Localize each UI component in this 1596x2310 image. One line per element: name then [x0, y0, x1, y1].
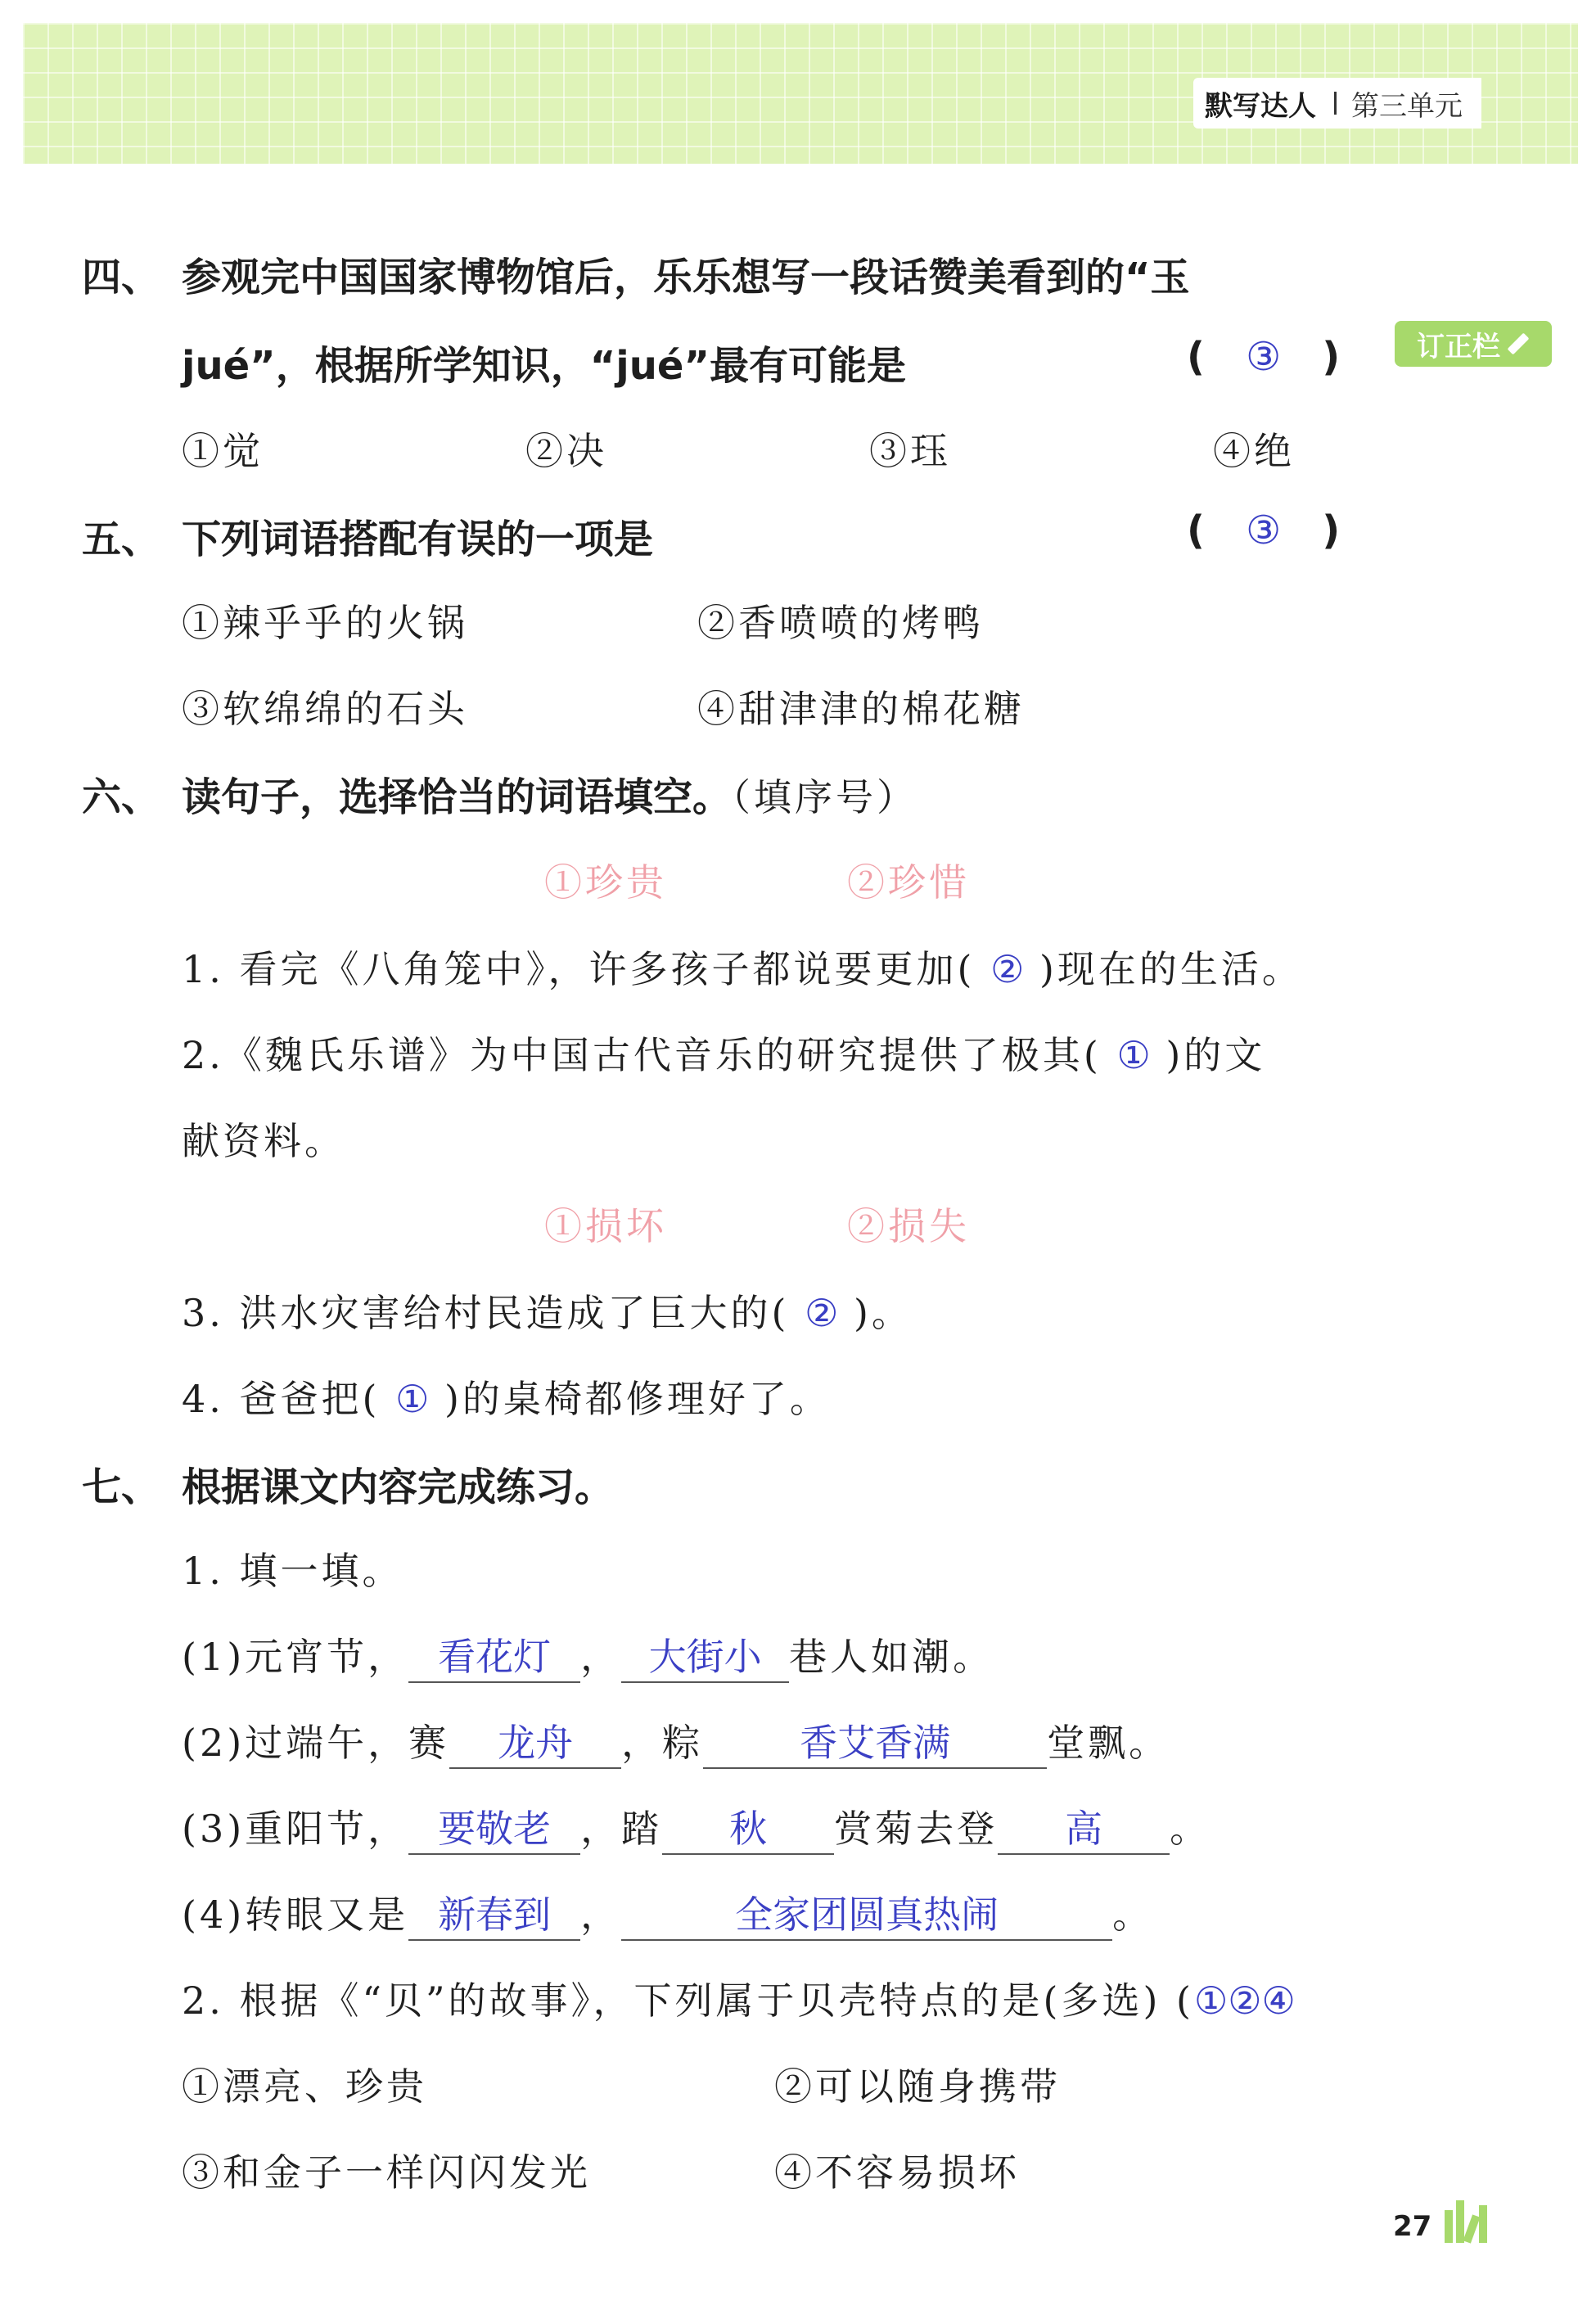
q4-option-4: ④绝: [1213, 429, 1295, 473]
header-unit: 第三单元: [1351, 89, 1463, 123]
pencil-icon: [1508, 333, 1530, 355]
q5-text: 下列词语搭配有误的一项是: [182, 517, 654, 562]
q7-f4-blank-1: 新春到: [408, 1885, 580, 1941]
q7-f4-blank-2: 全家团圆真热闹: [621, 1885, 1112, 1941]
q5-option-4: ④甜津津的棉花糖: [697, 687, 1025, 731]
q5-option-1: ①辣乎乎的火锅: [182, 601, 468, 645]
q4-line1: 参观完中国国家博物馆后，乐乐想写一段话赞美看到的“玉: [182, 255, 1190, 300]
q6-s4-answer: ①: [395, 1377, 430, 1421]
q7-option-2: ②可以随身携带: [774, 2064, 1061, 2109]
q7-option-4: ④不容易损坏: [774, 2150, 1020, 2195]
q6-s1-answer: ②: [990, 947, 1025, 991]
q6-s3-answer: ②: [805, 1291, 839, 1335]
q4-line2: jué”，根据所学知识，“jué”最有可能是: [182, 343, 907, 389]
q7-fill-4: (4)转眼又是 新春到 ， 全家团圆真热闹 。: [182, 1885, 1153, 1941]
header-title: 默写达人: [1205, 89, 1316, 123]
q7-f2-blank-2: 香艾香满: [703, 1713, 1047, 1769]
page-number: 27: [1393, 2210, 1432, 2243]
q5-answer-paren: ( ③ ): [1187, 508, 1341, 553]
q7-f3-blank-1: 要敬老: [408, 1799, 580, 1855]
q4-option-3: ③珏: [869, 429, 951, 473]
q6-sentence-4: 4. 爸爸把( ① )的桌椅都修理好了。: [182, 1377, 831, 1421]
q4-number: 四、: [82, 255, 161, 300]
q7-f1-blank-2: 大街小: [621, 1627, 789, 1683]
q6-number: 六、: [82, 774, 161, 820]
q7-f3-blank-2: 秋: [662, 1799, 834, 1855]
q7-fill-2: (2)过端午，赛 龙舟 ，粽 香艾香满 堂飘。: [182, 1713, 1170, 1769]
header-separator: [1334, 92, 1337, 115]
q5-option-3: ③软绵绵的石头: [182, 687, 468, 731]
q7-sub2-answer: ①②④: [1194, 1978, 1296, 2023]
q6-word-1: ①珍贵: [544, 860, 667, 905]
q7-fill-3: (3)重阳节， 要敬老 ，踏 秋 赏菊去登 高 。: [182, 1799, 1211, 1855]
q7-fill-1: (1)元宵节， 看花灯 ， 大街小 巷人如潮。: [182, 1627, 994, 1683]
q4-option-1: ①觉: [182, 429, 264, 473]
q6-text: 读句子，选择恰当的词语填空。（填序号）: [182, 774, 918, 820]
q7-option-1: ①漂亮、珍贵: [182, 2064, 427, 2109]
q7-sub1: 1. 填一填。: [182, 1549, 404, 1593]
q7-number: 七、: [82, 1464, 161, 1510]
q4-option-2: ②决: [525, 429, 607, 473]
q7-option-3: ③和金子一样闪闪发光: [182, 2150, 591, 2195]
q6-sentence-3: 3. 洪水灾害给村民造成了巨大的( ② )。: [182, 1291, 913, 1335]
q5-number: 五、: [82, 517, 161, 562]
q6-sentence-2-cont: 献资料。: [182, 1119, 345, 1163]
q6-note: （填序号）: [732, 775, 918, 819]
header-tab: [1193, 78, 1481, 129]
correction-column-label: 订正栏: [1395, 321, 1552, 367]
q5-option-2: ②香喷喷的烤鸭: [697, 601, 984, 645]
q4-answer: ③: [1246, 334, 1282, 380]
q7-sub2: 2. 根据《“贝”的故事》，下列属于贝壳特点的是(多选) (①②④: [182, 1978, 1296, 2023]
books-icon: [1445, 2200, 1490, 2243]
q6-sentence-2: 2.《魏氏乐谱》为中国古代音乐的研究提供了极其( ① )的文: [182, 1033, 1266, 1077]
q6-s2-answer: ①: [1116, 1033, 1151, 1077]
q7-f1-blank-1: 看花灯: [408, 1627, 580, 1683]
q6-word-3: ①损坏: [544, 1204, 667, 1248]
q6-word-2: ②珍惜: [847, 860, 970, 905]
q6-word-4: ②损失: [847, 1204, 970, 1248]
q7-f2-blank-1: 龙舟: [449, 1713, 621, 1769]
q7-f3-blank-3: 高: [998, 1799, 1170, 1855]
q6-sentence-1: 1. 看完《八角笼中》，许多孩子都说要更加( ② )现在的生活。: [182, 947, 1303, 991]
q4-answer-paren: ( ③ ): [1187, 334, 1341, 380]
q5-answer: ③: [1246, 508, 1282, 553]
q7-text: 根据课文内容完成练习。: [182, 1464, 615, 1510]
